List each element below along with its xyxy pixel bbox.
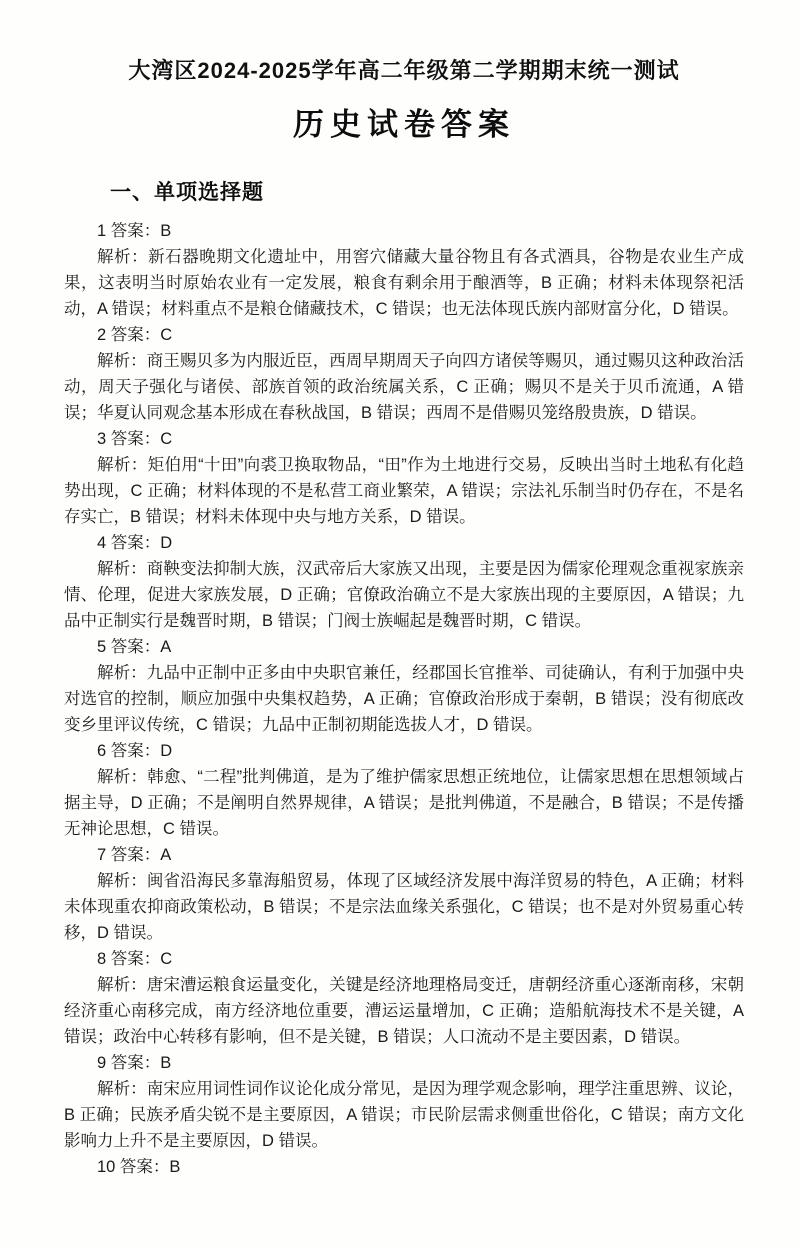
answer-line: 7 答案：A [97, 846, 172, 864]
answer-line: 1 答案：B [97, 222, 172, 240]
explanation-text: 解析：商鞅变法抑制大族，汉武帝后大家族又出现，主要是因为儒家伦理观念重视家族亲情、伦理，促进大家族发展，D 正确；官僚政治确立不是大家族出现的主要原因，A 错误；九品中正制实行是魏晋时期，B 错误；门阀士族崛起是魏晋时期，C 错误。 [64, 560, 744, 630]
answer-line: 10 答案：B [97, 1158, 181, 1176]
explanation-text: 解析：韩愈、“二程”批判佛道，是为了维护儒家思想正统地位，让儒家思想在思想领域占据主导，D 正确；不是阐明自然界规律，A 错误；是批判佛道，不是融合，B 错误；不是传播无神论思想，C 错误。 [64, 768, 744, 838]
answer-line: 9 答案：B [97, 1054, 172, 1072]
answer-item-9 [64, 1050, 744, 1154]
document-title: 大湾区2024-2025学年高二年级第二学期期末统一测试 [128, 58, 680, 83]
answer-line: 8 答案：C [97, 950, 173, 968]
answer-item-10 [64, 1154, 744, 1180]
explanation-text: 解析：矩伯用“十田”向裘卫换取物品，“田”作为土地进行交易，反映出当时土地私有化趋势出现，C 正确；材料体现的不是私营工商业繁荣，A 错误；宗法礼乐制当时仍存在，不是名存实亡，B 错误；材料未体现中央与地方关系，D 错误。 [64, 456, 744, 526]
answer-item-5 [64, 634, 744, 738]
answer-item-2 [64, 322, 744, 426]
answer-item-1 [64, 218, 744, 322]
answer-line: 2 答案：C [97, 326, 173, 344]
answer-item-4 [64, 530, 744, 634]
explanation-text: 解析：商王赐贝多为内服近臣，西周早期周天子向四方诸侯等赐贝，通过赐贝这种政治活动，周天子强化与诸侯、部族首领的政治统属关系，C 正确；赐贝不是关于贝币流通，A 错误；华夏认同观念基本形成在春秋战国，B 错误；西周不是借赐贝笼络殷贵族，D 错误。 [64, 352, 744, 422]
answer-line: 5 答案：A [97, 638, 172, 656]
answer-item-8 [64, 946, 744, 1050]
explanation-text: 解析：九品中正制中正多由中央职官兼任，经郡国长官推举、司徒确认，有利于加强中央对选官的控制，顺应加强中央集权趋势，A 正确；官僚政治形成于秦朝，B 错误；没有彻底改变乡里评议传统，C 错误；九品中正制初期能选拔人才，D 错误。 [64, 664, 744, 734]
answer-item-3 [64, 426, 744, 530]
explanation-text: 解析：唐宋漕运粮食运量变化，关键是经济地理格局变迁，唐朝经济重心逐渐南移，宋朝经济重心南移完成，南方经济地位重要，漕运运量增加，C 正确；造船航海技术不是关键，A 错误；政治中心转移有影响，但不是关键，B 错误；人口流动不是主要因素，D 错误。 [64, 976, 744, 1046]
explanation-text: 解析：南宋应用词性词作议论化成分常见，是因为理学观念影响，理学注重思辨、议论，B 正确；民族矛盾尖锐不是主要原因，A 错误；市民阶层需求侧重世俗化，C 错误；南方文化影响力上升不是主要原因，D 错误。 [64, 1080, 744, 1150]
answer-line: 3 答案：C [97, 430, 173, 448]
answer-item-6 [64, 738, 744, 842]
answer-line: 4 答案：D [97, 534, 173, 552]
explanation-text: 解析：闽省沿海民多靠海船贸易，体现了区域经济发展中海洋贸易的特色，A 正确；材料未体现重农抑商政策松动，B 错误；不是宗法血缘关系强化，C 错误；也不是对外贸易重心转移，D 错误。 [64, 872, 744, 942]
explanation-text: 解析：新石器晚期文化遗址中，用窖穴储藏大量谷物且有各式酒具，谷物是农业生产成果，这表明当时原始农业有一定发展，粮食有剩余用于酿酒等，B 正确；材料未体现祭祀活动，A 错误；材料重点不是粮仓储藏技术，C 错误；也无法体现氏族内部财富分化，D 错误。 [64, 248, 744, 318]
section-heading: 一、单项选择题 [110, 181, 264, 204]
answer-item-7 [64, 842, 744, 946]
answer-line: 6 答案：D [97, 742, 173, 760]
document-subtitle: 历史试卷答案 [293, 107, 515, 142]
